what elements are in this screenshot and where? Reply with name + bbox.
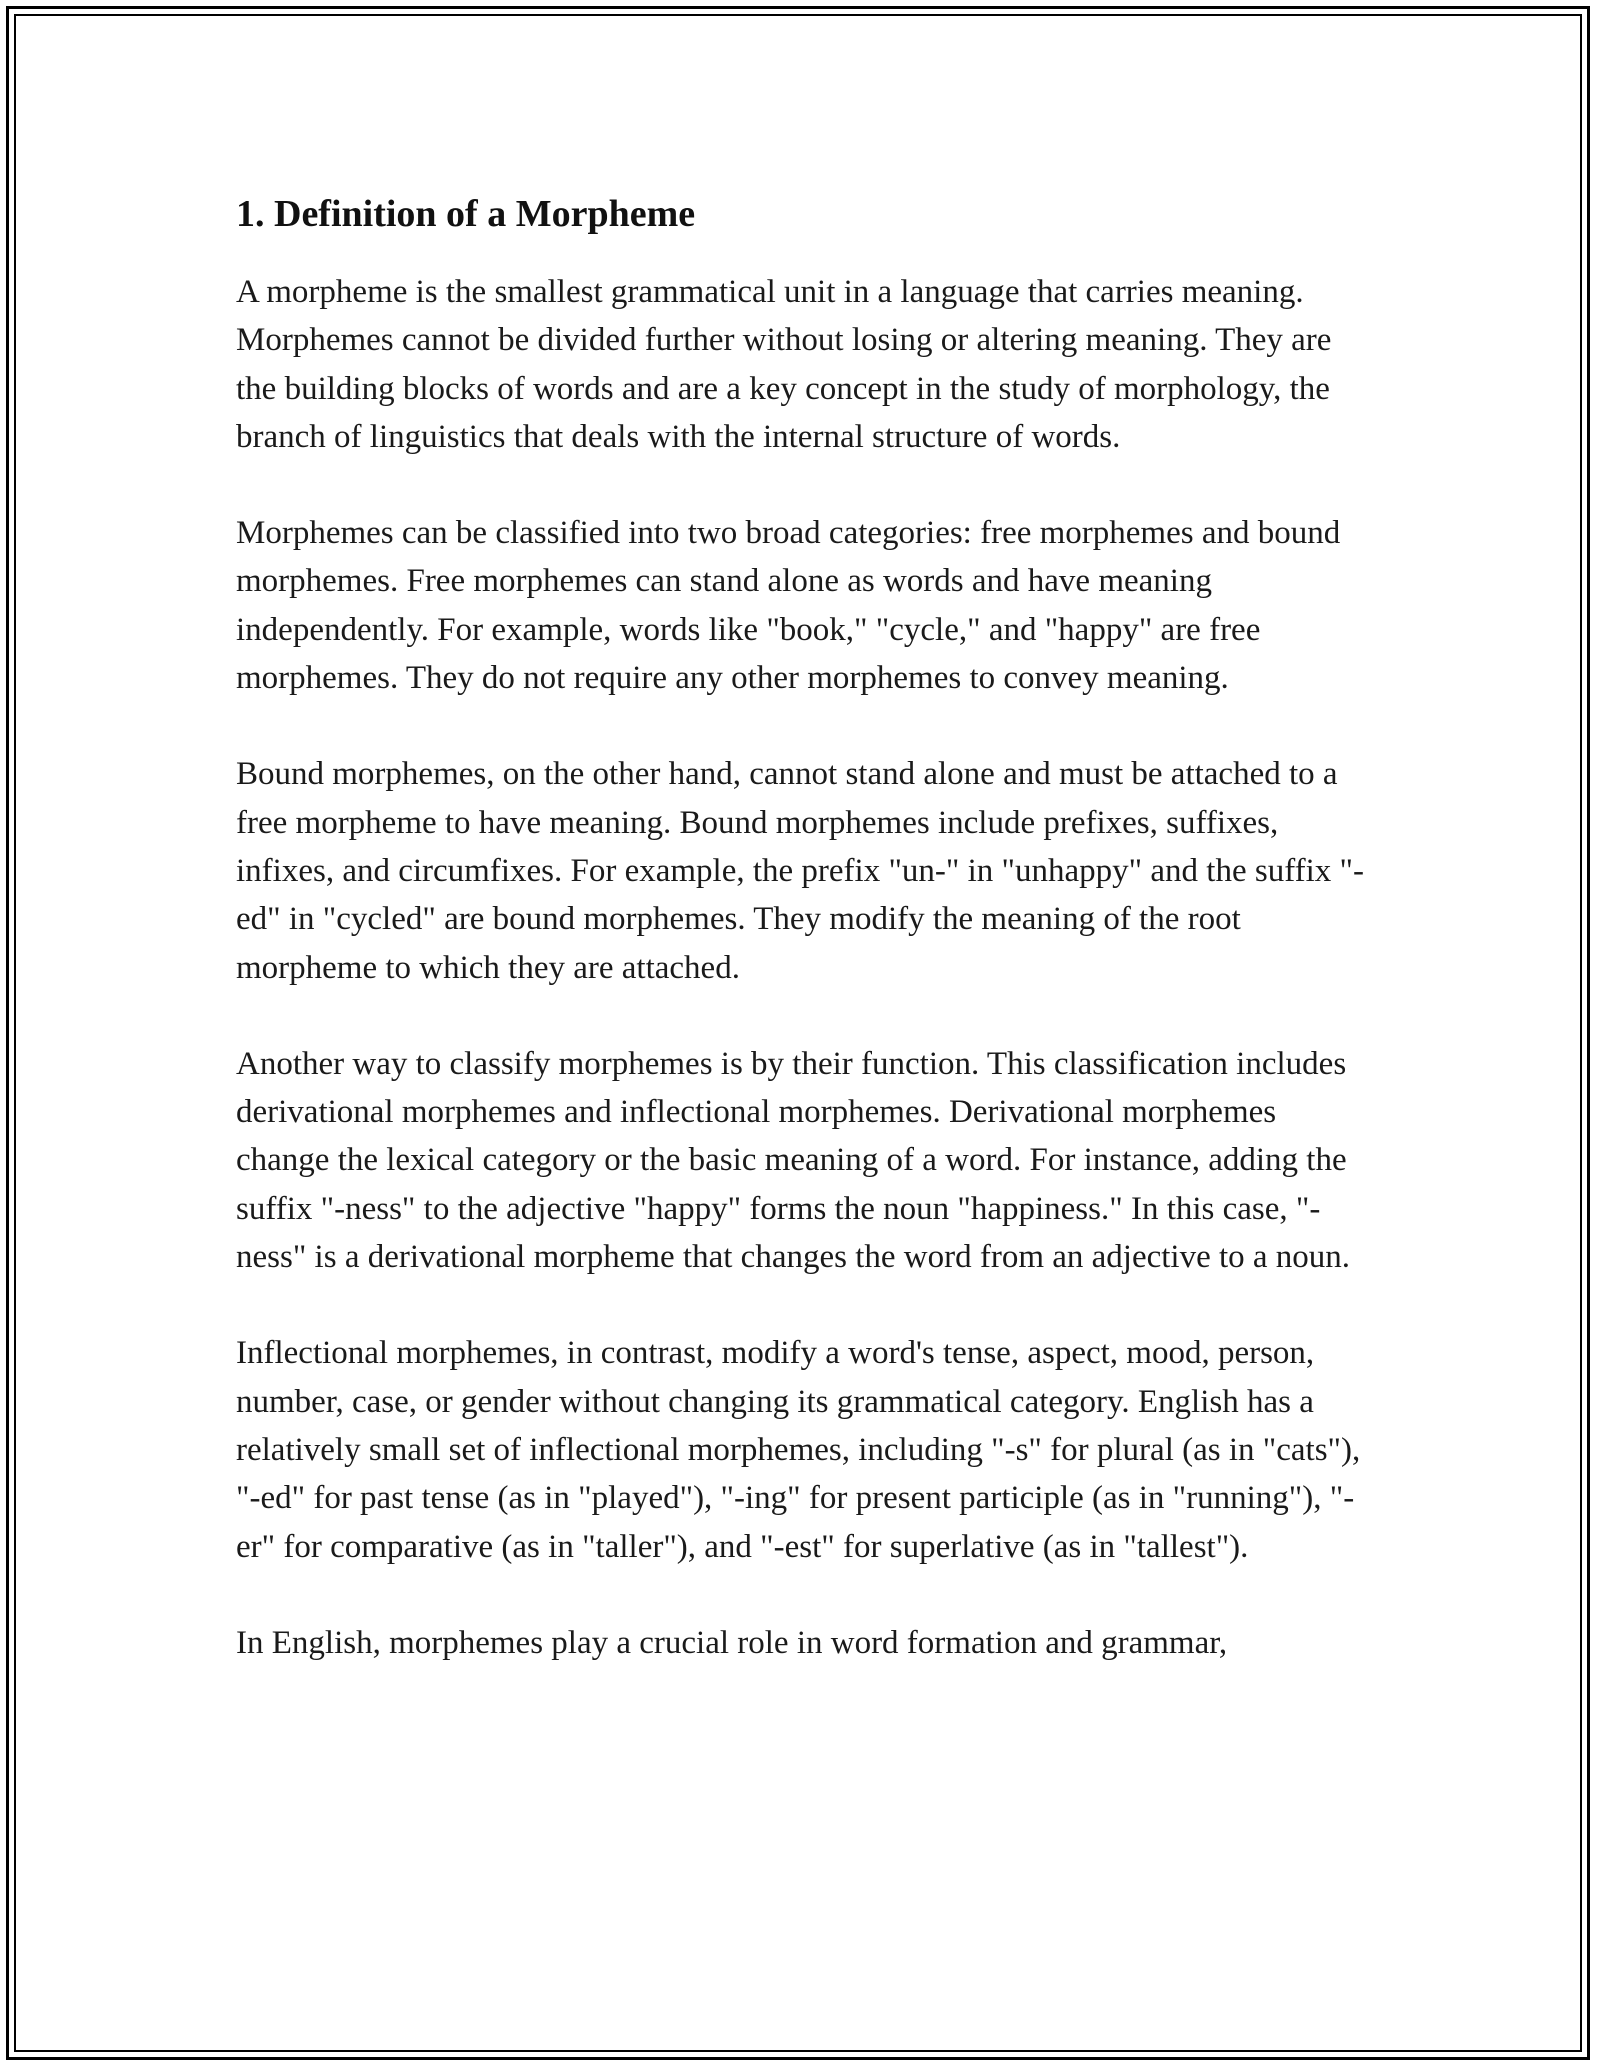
section-heading: 1. Definition of a Morpheme <box>236 193 696 235</box>
paragraph-english-role: In English, morphemes play a crucial role in word formation and grammar, <box>236 1624 1228 1661</box>
paragraph-bound-morphemes: Bound morphemes, on the other hand, cannot stand alone and must be attached to a free morpheme to have meaning. Bound morphemes include prefixes, suffixes, infixes, and circumfixes. For example, the prefix "un-" in "unhappy" and the suffix "-ed" in "cycled" are bound morphemes. They modify the meaning of the root morpheme to which they are attached. <box>236 756 1364 986</box>
paragraph-derivational: Another way to classify morphemes is by their function. This classification includes derivational morphemes and inflectional morphemes. Derivational morphemes change the lexical category or the basic meaning of a word. For instance, adding the suffix "-ness" to the adjective "happy" forms the noun "happiness." In this case, "-ness" is a derivational morpheme that changes the word from an adjective to a noun. <box>236 1045 1351 1276</box>
paragraph-free-bound: Morphemes can be classified into two broad categories: free morphemes and bound morphemes. Free morphemes can stand alone as words and have meaning independently. For example, words like "book," "cycle," and "happy" are free morphemes. They do not require any other morphemes to convey meaning. <box>236 515 1341 697</box>
paragraph-inflectional: Inflectional morphemes, in contrast, modify a word's tense, aspect, mood, person, number, case, or gender without changing its grammatical category. English has a relatively small set of inflectional morphemes, including "-s" for plural (as in "cats"), "-ed" for past tense (as in "played"), "-ing" for present participle (as in "running"), "-er" for comparative (as in "taller"), and "-est" for superlative (as in "tallest"). <box>236 1335 1361 1565</box>
document-body <box>236 186 1376 1715</box>
paragraph-definition: A morpheme is the smallest grammatical unit in a language that carries meaning. Morphemes cannot be divided further without losing or altering meaning. They are the building blocks of words and are a key concept in the study of morphology, the branch of linguistics that deals with the internal structure of words. <box>236 274 1332 455</box>
